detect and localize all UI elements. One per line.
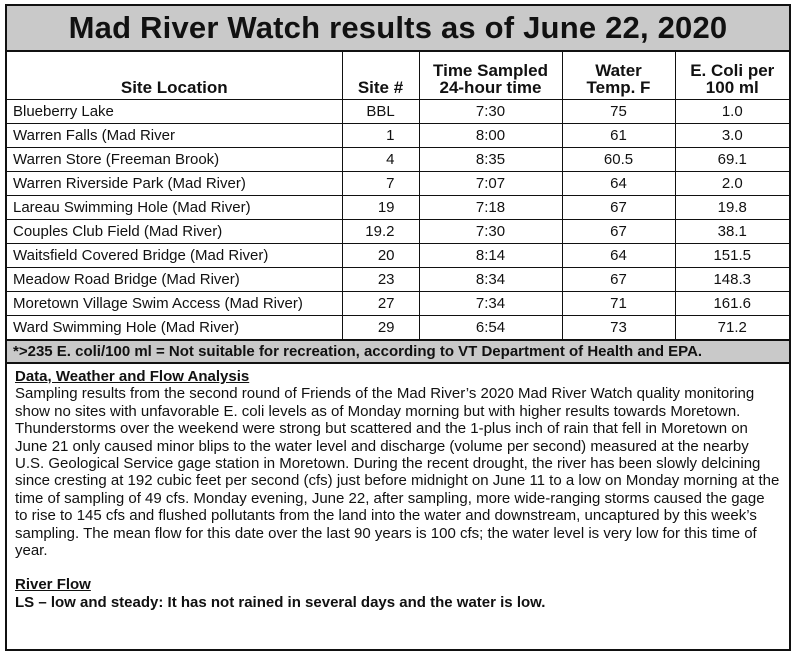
cell-time: 8:35 bbox=[419, 148, 562, 172]
river-flow-text: LS – low and steady: It has not rained in several days and the water is low. bbox=[15, 593, 546, 611]
header-time-sampled: Time Sampled 24-hour time bbox=[419, 52, 562, 100]
table-header-row bbox=[7, 52, 789, 100]
cell-site-number: 7 bbox=[342, 172, 419, 196]
cell-temp: 64 bbox=[562, 172, 675, 196]
table-row bbox=[7, 292, 789, 316]
table-row bbox=[7, 220, 789, 244]
table-row bbox=[7, 316, 789, 340]
cell-site-number: 23 bbox=[342, 268, 419, 292]
cell-ecoli: 38.1 bbox=[675, 220, 789, 244]
cell-time: 8:34 bbox=[419, 268, 562, 292]
header-water-temp: Water Temp. F bbox=[562, 52, 675, 100]
cell-ecoli: 19.8 bbox=[675, 196, 789, 220]
cell-site-number: 1 bbox=[342, 124, 419, 148]
cell-ecoli: 148.3 bbox=[675, 268, 789, 292]
cell-location: Waitsfield Covered Bridge (Mad River) bbox=[7, 244, 342, 268]
cell-temp: 67 bbox=[562, 220, 675, 244]
footnote: *>235 E. coli/100 ml = Not suitable for recreation, according to VT Department of Health and EPA. bbox=[7, 340, 789, 364]
cell-time: 7:18 bbox=[419, 196, 562, 220]
cell-temp: 64 bbox=[562, 244, 675, 268]
cell-time: 8:14 bbox=[419, 244, 562, 268]
cell-ecoli: 151.5 bbox=[675, 244, 789, 268]
cell-ecoli: 2.0 bbox=[675, 172, 789, 196]
analysis-heading: Data, Weather and Flow Analysis bbox=[15, 368, 250, 385]
results-document bbox=[5, 4, 791, 651]
analysis-body: Sampling results from the second round of Friends of the Mad River’s 2020 Mad River Watch quality monitoring show no sites with unfavorable E. coli levels as of Monday morning but with higher results towards Moretown. Thunderstorms over the weekend were strong but scattered and the 1-plus inch of rain that fell in Moretown on June 21 only caused minor blips to the water level and discharge (volume per second) measured at the nearby U.S. Geological Service gage station in Moretown. During the recent drought, the river has been slowly delcining since cresting at 192 cubic feet per second (cfs) just before midnight on June 11 to a low on Monday morning at the time of sampling of 49 cfs. Monday evening, June 22, after sampling, more wide-ranging storms caused the gage to rise to 145 cfs and flushed pollutants from the land into the water and downstream, uncaptured by this week’s sampling. The mean flow for this date over the last 90 years is 100 cfs; the water level is very low for this time of year. bbox=[15, 385, 780, 560]
cell-ecoli: 69.1 bbox=[675, 148, 789, 172]
cell-ecoli: 71.2 bbox=[675, 316, 789, 340]
river-flow-heading: River Flow bbox=[15, 576, 91, 594]
cell-temp: 67 bbox=[562, 196, 675, 220]
header-site-number: Site # bbox=[342, 52, 419, 100]
cell-location: Ward Swimming Hole (Mad River) bbox=[7, 316, 342, 340]
table-row bbox=[7, 172, 789, 196]
analysis-section bbox=[7, 364, 789, 611]
cell-time: 8:00 bbox=[419, 124, 562, 148]
cell-temp: 61 bbox=[562, 124, 675, 148]
table-row bbox=[7, 196, 789, 220]
cell-location: Lareau Swimming Hole (Mad River) bbox=[7, 196, 342, 220]
page-title: Mad River Watch results as of June 22, 2020 bbox=[7, 6, 789, 52]
cell-location: Warren Riverside Park (Mad River) bbox=[7, 172, 342, 196]
cell-temp: 71 bbox=[562, 292, 675, 316]
cell-site-number: 19.2 bbox=[342, 220, 419, 244]
cell-site-number: BBL bbox=[342, 100, 419, 124]
cell-ecoli: 161.6 bbox=[675, 292, 789, 316]
cell-location: Moretown Village Swim Access (Mad River) bbox=[7, 292, 342, 316]
cell-location: Warren Falls (Mad River bbox=[7, 124, 342, 148]
cell-site-number: 19 bbox=[342, 196, 419, 220]
table-row bbox=[7, 100, 789, 124]
header-ecoli: E. Coli per 100 ml bbox=[675, 52, 789, 100]
table-row bbox=[7, 148, 789, 172]
results-table bbox=[7, 52, 789, 340]
cell-site-number: 29 bbox=[342, 316, 419, 340]
cell-time: 7:30 bbox=[419, 100, 562, 124]
cell-time: 7:30 bbox=[419, 220, 562, 244]
table-row bbox=[7, 124, 789, 148]
cell-temp: 73 bbox=[562, 316, 675, 340]
header-site-location: Site Location bbox=[7, 52, 342, 100]
cell-temp: 75 bbox=[562, 100, 675, 124]
cell-temp: 60.5 bbox=[562, 148, 675, 172]
cell-location: Couples Club Field (Mad River) bbox=[7, 220, 342, 244]
cell-temp: 67 bbox=[562, 268, 675, 292]
cell-time: 7:34 bbox=[419, 292, 562, 316]
cell-site-number: 27 bbox=[342, 292, 419, 316]
cell-ecoli: 1.0 bbox=[675, 100, 789, 124]
cell-site-number: 4 bbox=[342, 148, 419, 172]
cell-location: Blueberry Lake bbox=[7, 100, 342, 124]
table-row bbox=[7, 268, 789, 292]
cell-location: Meadow Road Bridge (Mad River) bbox=[7, 268, 342, 292]
cell-time: 7:07 bbox=[419, 172, 562, 196]
cell-site-number: 20 bbox=[342, 244, 419, 268]
cell-location: Warren Store (Freeman Brook) bbox=[7, 148, 342, 172]
cell-ecoli: 3.0 bbox=[675, 124, 789, 148]
cell-time: 6:54 bbox=[419, 316, 562, 340]
table-row bbox=[7, 244, 789, 268]
